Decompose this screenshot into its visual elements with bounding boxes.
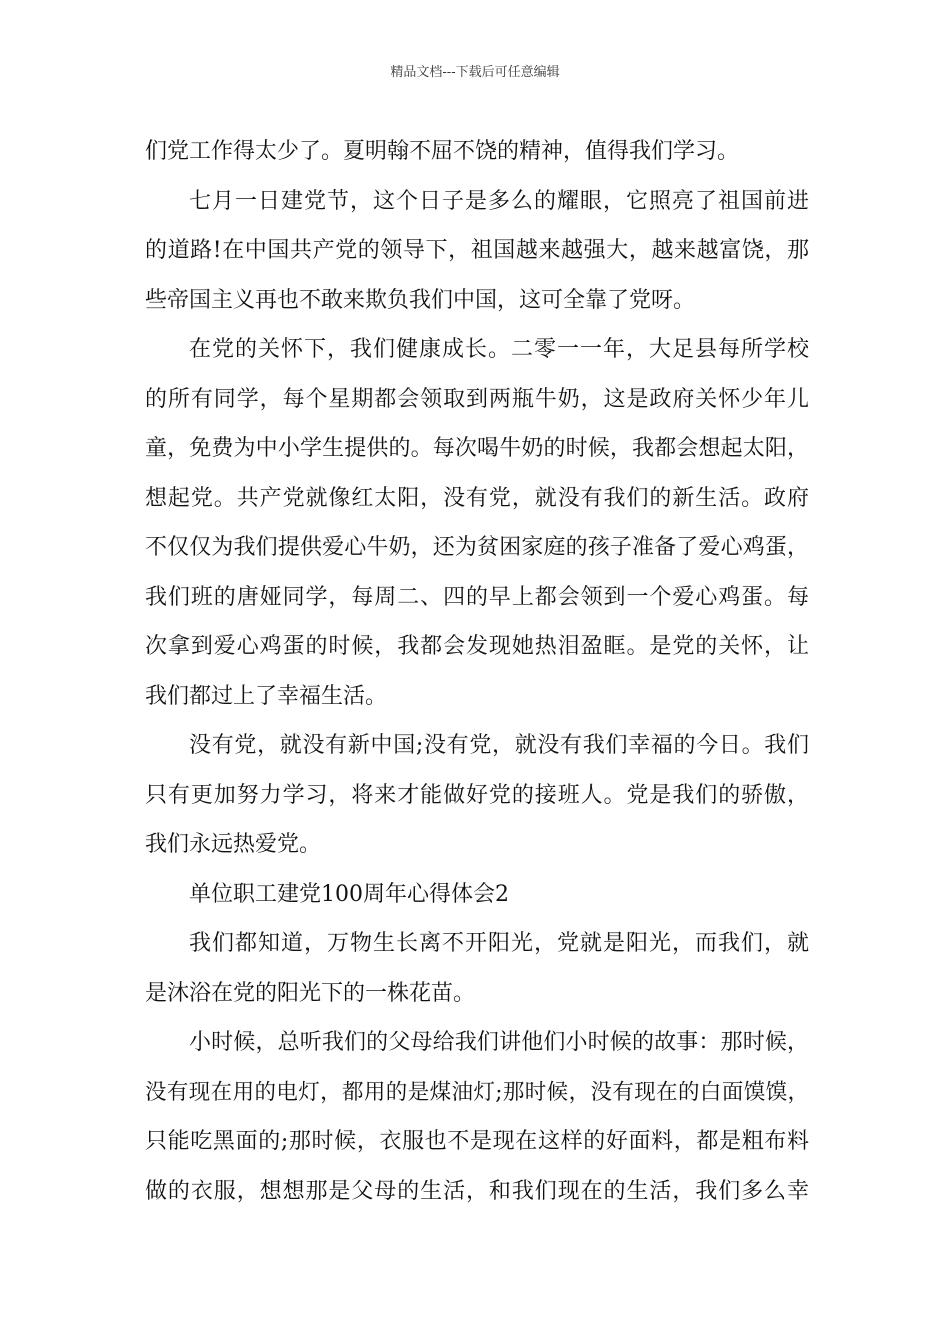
paragraph-line: 我们永远热爱党。 (145, 832, 322, 857)
section-heading: 单位职工建党100周年心得体会2 (189, 881, 509, 907)
paragraph-line: 的道路!在中国共产党的领导下，祖国越来越强大，越来越富饶，那 (145, 238, 809, 263)
paragraph-line: 我们班的唐娅同学，每周二、四的早上都会领到一个爱心鸡蛋。每 (145, 584, 809, 610)
paragraph-line: 没有党，就没有新中国;没有党，就没有我们幸福的今日。我们 (189, 733, 809, 758)
paragraph-line: 次拿到爱心鸡蛋的时候，我都会发现她热泪盈眶。是党的关怀，让 (145, 634, 809, 659)
paragraph-line: 我们都知道，万物生长离不开阳光，党就是阳光，而我们，就 (189, 931, 809, 956)
paragraph-line: 些帝国主义再也不敢来欺负我们中国，这可全靠了党呀。 (145, 287, 696, 313)
paragraph-line: 我们都过上了幸福生活。 (145, 683, 388, 709)
paragraph-line: 是沐浴在党的阳光下的一株花苗。 (145, 980, 476, 1006)
paragraph-line: 在党的关怀下，我们健康成长。二零一一年，大足县每所学校 (189, 337, 809, 362)
paragraph-line: 只能吃黑面的;那时候，衣服也不是现在这样的好面料，都是粗布料 (145, 1129, 809, 1154)
paragraph-line: 不仅仅为我们提供爱心牛奶，还为贫困家庭的孩子准备了爱心鸡蛋， (145, 535, 809, 560)
document-body (145, 127, 809, 1216)
paragraph-line: 童，免费为中小学生提供的。每次喝牛奶的时候，我都会想起太阳， (145, 436, 809, 461)
paragraph-line: 想起党。共产党就像红太阳，没有党，就没有我们的新生活。政府 (145, 485, 809, 511)
paragraph-line: 小时候，总听我们的父母给我们讲他们小时候的故事：那时候， (189, 1030, 809, 1055)
paragraph-line: 没有现在用的电灯，都用的是煤油灯;那时候，没有现在的白面馍馍， (145, 1079, 809, 1105)
page-header: 精品文档---下载后可任意编辑 (390, 65, 560, 80)
paragraph-line: 只有更加努力学习，将来才能做好党的接班人。党是我们的骄傲， (145, 782, 809, 808)
paragraph-line: 做的衣服，想想那是父母的生活，和我们现在的生活，我们多么幸 (145, 1178, 809, 1204)
paragraph-line: 七月一日建党节，这个日子是多么的耀眼，它照亮了祖国前进 (189, 188, 809, 214)
paragraph-line: 们党工作得太少了。夏明翰不屈不饶的精神，值得我们学习。 (145, 139, 740, 164)
paragraph-line: 的所有同学，每个星期都会领取到两瓶牛奶，这是政府关怀少年儿 (145, 386, 809, 412)
